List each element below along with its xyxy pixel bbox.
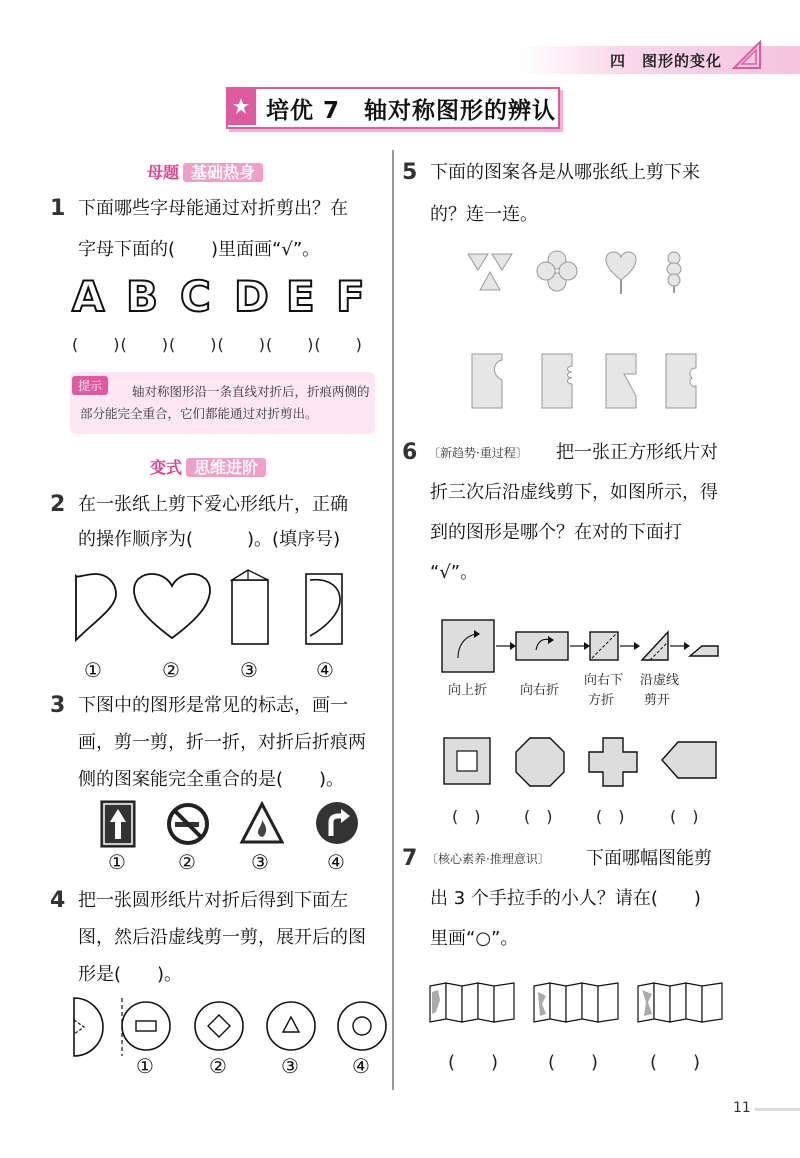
pentagon-tag-option <box>660 740 718 780</box>
step-label: 向上折 <box>448 683 488 698</box>
option-label: ③ <box>240 658 258 682</box>
heart-figure <box>132 572 212 640</box>
section-tag-right: 思维进阶 <box>186 458 266 477</box>
section-tag-left: 变式 <box>150 458 183 477</box>
folded-strip-c-figure <box>636 982 724 1022</box>
half-heart-figure <box>74 572 118 644</box>
answer-blank[interactable]: ( ) <box>548 1052 599 1073</box>
gourd-pattern-figure <box>664 250 684 294</box>
paper-with-half-heart-figure <box>304 572 344 646</box>
question-number: 1 <box>50 196 66 221</box>
letter-b: B <box>126 272 159 321</box>
circle-with-rectangle-figure <box>120 1000 172 1052</box>
step-label: 沿虚线 <box>640 673 680 688</box>
question-text: 下面的图案各是从哪张纸上剪下来 <box>430 162 700 183</box>
question-text: 图，然后沿虚线剪一剪，展开后的图 <box>78 927 366 948</box>
letter-d: D <box>234 272 269 321</box>
question-text: “√”。 <box>430 562 479 583</box>
question-text: 侧的图案能完全重合的是( )。 <box>78 769 345 790</box>
paper-cut-d-figure <box>664 352 698 410</box>
option-label: ② <box>162 658 180 682</box>
folded-strip-b-figure <box>532 982 620 1022</box>
option-label: ③ <box>281 1054 299 1078</box>
option-label: ③ <box>251 850 269 874</box>
option-label: ④ <box>352 1054 370 1078</box>
step-label: 向右下 <box>584 673 624 688</box>
letter-a: A <box>72 272 105 321</box>
option-label: ① <box>136 1054 154 1078</box>
question-text: 里画“○”。 <box>430 928 519 949</box>
three-triangle-pattern-figure <box>466 252 514 292</box>
question-number: 6 <box>402 440 418 465</box>
paper-cut-a-figure <box>470 352 504 410</box>
star-icon <box>233 98 249 114</box>
cross-option <box>587 736 639 788</box>
page-number: 11 <box>733 1100 751 1116</box>
option-label: ① <box>84 658 102 682</box>
question-text: 出 3 个手拉手的小人？请在( ) <box>430 888 701 909</box>
folding-steps-diagram <box>440 618 720 674</box>
question-text: 画，剪一剪，折一折，对折后折痕两 <box>78 732 366 753</box>
option-label: ④ <box>316 658 334 682</box>
octagon-option <box>514 736 566 788</box>
question-text: 的操作顺序为( )。(填序号) <box>78 529 341 550</box>
circle-with-diamond-figure <box>193 1000 245 1052</box>
paper-cut-b-figure <box>540 352 574 410</box>
question-text: 下面哪些字母能通过对折剪出？在 <box>78 198 348 219</box>
no-smoking-sign-icon <box>166 802 210 846</box>
question-text: 折三次后沿虚线剪下，如图所示，得 <box>430 482 718 503</box>
section-tag-left: 母题 <box>147 163 180 182</box>
section-tag-basic <box>147 160 263 184</box>
question-text: 的？连一连。 <box>430 204 538 225</box>
answer-blank[interactable]: ( ) <box>452 807 481 826</box>
question-tag: 〔核心素养·推理意识〕 <box>426 852 550 866</box>
folded-strip-a-figure <box>428 982 516 1022</box>
answer-blank[interactable]: ( ) <box>596 807 625 826</box>
circle-with-circle-figure <box>336 1000 388 1052</box>
letter-e: E <box>286 272 315 321</box>
question-text: 字母下面的( )里面画“√”。 <box>78 239 321 260</box>
option-label: ② <box>209 1054 227 1078</box>
title-star-badge <box>226 87 256 125</box>
hint-label: 提示 <box>72 376 108 395</box>
column-divider <box>392 150 394 1090</box>
question-text: 下图中的图形是常见的标志，画一 <box>78 695 348 716</box>
question-number: 5 <box>402 160 418 185</box>
heart-on-stem-pattern-figure <box>604 250 638 296</box>
step-label: 向右折 <box>520 683 560 698</box>
page-footer-bar <box>755 1108 800 1111</box>
straight-arrow-sign-icon <box>100 800 136 848</box>
four-leaf-pattern-figure <box>536 250 578 292</box>
option-label: ② <box>178 850 196 874</box>
question-number: 4 <box>50 888 66 913</box>
section-tag-variant <box>150 455 266 479</box>
question-text: 到的图形是哪个？在对的下面打 <box>430 522 682 543</box>
question-text: 下面哪幅图能剪 <box>586 848 712 869</box>
answer-blanks[interactable]: ( )( )( )( )( )( ) <box>72 335 363 354</box>
section-tag-right: 基础热身 <box>183 163 263 182</box>
turn-right-sign-icon <box>314 800 360 846</box>
answer-blank[interactable]: ( ) <box>650 1052 701 1073</box>
circle-with-triangle-figure <box>265 1000 317 1052</box>
question-text: 在一张纸上剪下爱心形纸片，正确 <box>78 494 348 515</box>
letter-f: F <box>336 272 365 321</box>
question-tag: 〔新趋势·重过程〕 <box>428 446 528 460</box>
step-label: 方折 <box>588 693 615 708</box>
letter-c: C <box>180 272 211 321</box>
option-label: ① <box>108 850 126 874</box>
question-number: 7 <box>402 846 418 871</box>
triangle-ruler-icon <box>732 40 762 70</box>
question-text: 把一张正方形纸片对 <box>556 442 718 463</box>
answer-blank[interactable]: ( ) <box>448 1052 499 1073</box>
page-title: 培优 7 轴对称图形的辨认 <box>266 98 557 124</box>
question-text: 形是( )。 <box>78 964 183 985</box>
answer-blank[interactable]: ( ) <box>670 807 699 826</box>
option-label: ④ <box>327 850 345 874</box>
paper-cut-c-figure <box>604 352 638 410</box>
folded-paper-figure <box>230 566 270 646</box>
question-number: 2 <box>50 492 66 517</box>
answer-blank[interactable]: ( ) <box>524 807 553 826</box>
flammable-warning-sign-icon <box>240 802 284 844</box>
question-text: 把一张圆形纸片对折后得到下面左 <box>78 890 348 911</box>
step-label: 剪开 <box>644 693 671 708</box>
hint-text: 轴对称图形沿一条直线对折后，折痕两侧的部分能完全重合，它们都能通过对折剪出。 <box>80 384 370 421</box>
chapter-title: 四 图形的变化 <box>610 52 723 70</box>
square-with-hole-option <box>442 736 492 786</box>
question-number: 3 <box>50 693 66 718</box>
